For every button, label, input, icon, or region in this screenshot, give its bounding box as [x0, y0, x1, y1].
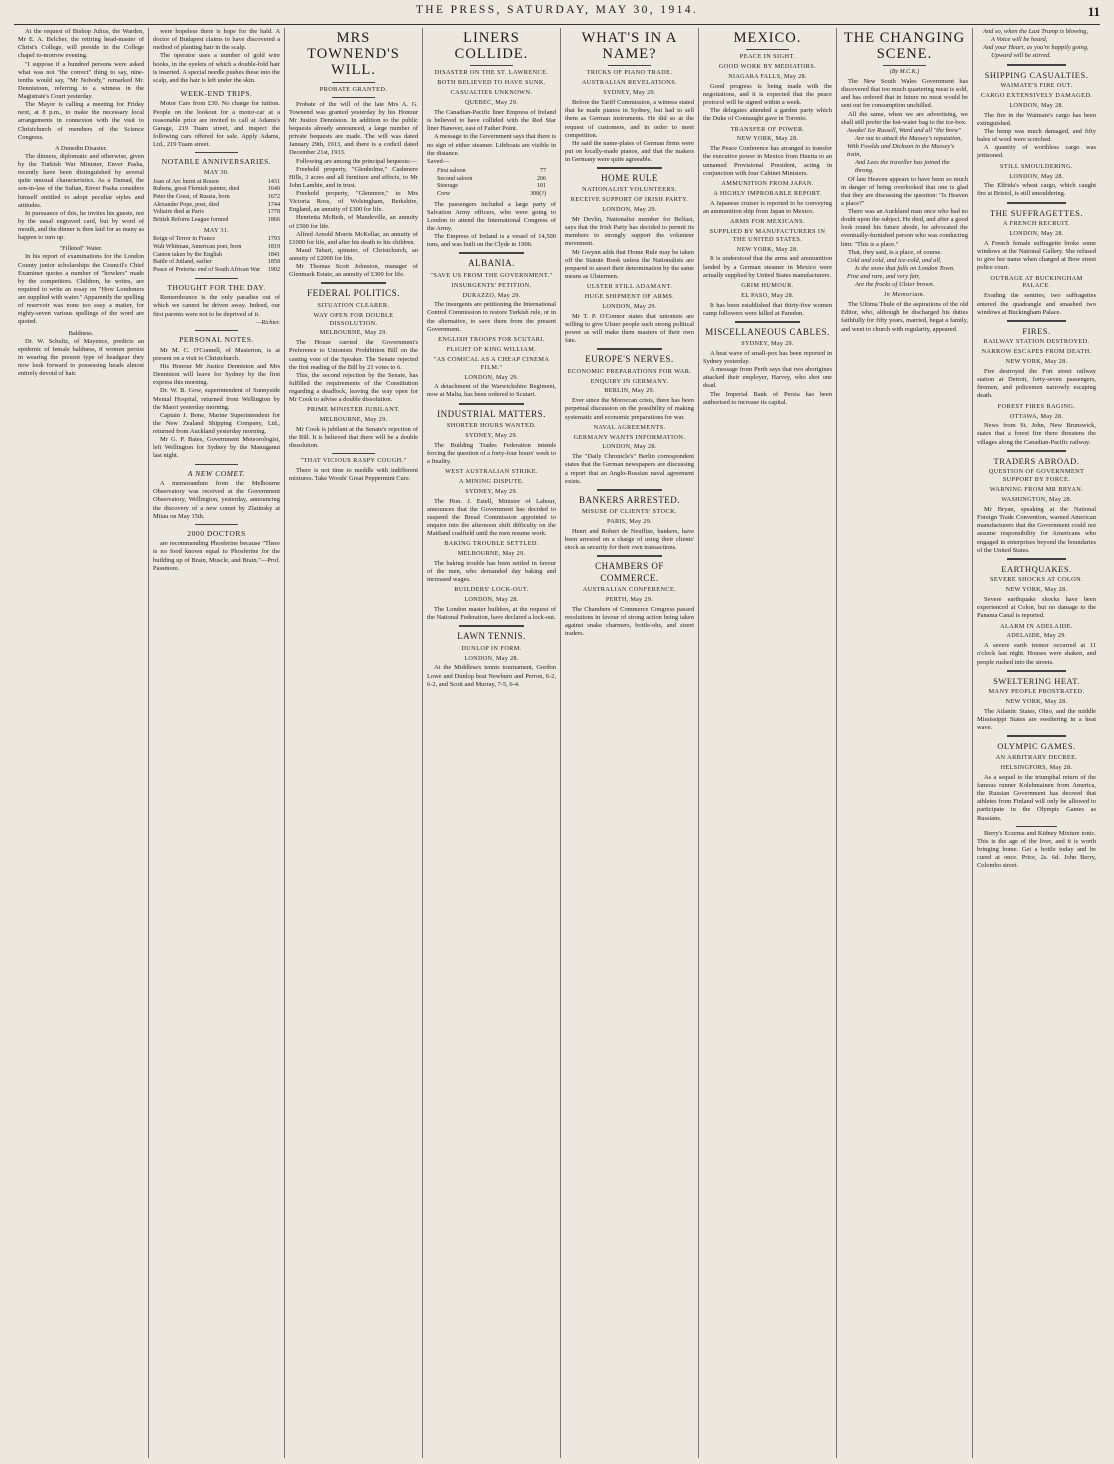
section-heading: LAWN TENNIS.: [457, 631, 526, 642]
date-line: MELBOURNE, May 29.: [457, 550, 526, 558]
section-heading: A NEW COMET.: [187, 468, 246, 478]
paragraph: The Mayor is calling a meeting for Friday next, at 8 p.m., to make the necessary local arrangements in connexion with the visit to Christchurch of members of the Science Congress.: [18, 101, 144, 141]
divider: [735, 321, 800, 323]
divider: [1016, 826, 1056, 827]
paragraph: As a sequel to the triumphal return of the famous runner Kolehmainen from America, the Russian Government has decreed that athletes from Finland will only be allowed to participate in the Olympic Games as Russians.: [977, 773, 1096, 822]
paragraph: A message to the Government says that there is no sign of either steamer. Lifeboats are visible in the distance.: [427, 133, 556, 157]
paragraph: Henri and Robert de Neuflize, bankers, have been arrested on a charge of using their clients' stock as security for their own transactions.: [565, 527, 694, 552]
poem-line: Fine and rare, and very fair,: [847, 273, 920, 281]
section-heading: BANKERS ARRESTED.: [578, 494, 680, 505]
sub-heading: In Memoriam.: [884, 291, 925, 299]
paragraph: The Ultima Thule of the aspirations of the old Editor, who, although he discharged his duties faithfully for fifty years, married, begat a family, and went to church with regularity, appeared.: [841, 301, 968, 333]
paragraph: The Chambers of Commerce Congress passed resolutions in favour of strong action being taken against snake charmers, bottle-ohs, and street traders.: [565, 605, 694, 637]
divider: [459, 403, 524, 405]
paragraph: His Honour Mr Justice Denniston and Mrs Denniston will leave for Sydney by the first express this morning.: [153, 363, 280, 387]
paragraph: The passengers included a large party of Salvation Army officers, who were going to London to attend the International Congress of the Army.: [427, 200, 556, 232]
anniversary-list: [153, 179, 280, 225]
divider: [459, 252, 524, 254]
poem-line: A Voice will be heard,: [991, 36, 1048, 44]
poem-line: Are out to attack the Massey's reputation,: [855, 134, 962, 142]
column-2: [148, 28, 284, 1458]
paragraph: The Peace Conference has arranged to transfer the executive power in Mexico from Huerta to an unnamed Provisional President, acting in conjunction with four Cabinet Ministers.: [703, 145, 832, 177]
date-line: SYDNEY, May 29.: [465, 431, 518, 439]
sub-heading: STILL SMOULDERING.: [999, 162, 1074, 170]
date-line: LONDON, May 29.: [464, 373, 519, 381]
paragraph: Probate of the will of the late Mrs A. G. Townend was granted yesterday by his Honour Mr Justice Denniston. In addition to the public bequests already announced, a large number of private bequests are made. The will was dated January 29th, 1913, and there is a codicil dated December 21st, 1913.: [289, 100, 418, 157]
paragraph: Following are among the principal bequests:—: [296, 157, 418, 165]
sub-heading: "AS COMICAL AS A CHEAP CINEMA FILM.": [433, 355, 550, 371]
paragraph: News from St. John, New Brunswick, states that a forest fire there threatens the villages along the Canadian-Pacific railway.: [977, 422, 1096, 446]
paragraph: At the Middlesex tennis tournament, Gordon Lowe and Dunlop beat Newburn and Perron, 6-2, 6-2, and Scott and Murray, 7-5, 6-4.: [427, 664, 556, 688]
sub-heading: ULSTER STILL ADAMANT.: [586, 283, 673, 291]
sub-heading: WAY OPEN FOR DOUBLE DISSOLUTION.: [313, 311, 394, 327]
quote-author: —Richter.: [256, 319, 280, 326]
sub-heading: A FRENCH RECRUIT.: [1002, 220, 1071, 228]
divider: [608, 65, 652, 66]
paragraph: A severe earth tremor occurred at 11 o'clock last night. Houses were shaken, and people rushed into the streets.: [977, 642, 1096, 666]
poem: [977, 28, 1096, 61]
divider: [1007, 558, 1067, 560]
paragraph: All the same, when we are advertising, we shall still prefer the hot-water bag to the ice-box.: [841, 110, 968, 126]
headline: MRS TOWNEND'S WILL.: [307, 30, 400, 79]
poem-line: Is the snow that falls on London Town.: [855, 264, 955, 272]
paragraph: The New South Wales Government has discovered that too much quartering meat is sold, and has ordered that in future no meat would be sent out for consumption unchilled.: [841, 78, 968, 110]
saved-list: [427, 168, 556, 199]
list-item: Joan of Arc burnt at Rouen 1431: [153, 178, 280, 185]
paragraph: Dr. W. B. Gow, superintendent of Sunnyside Mental Hospital, returned from Wellington by the Maori yesterday morning.: [153, 387, 280, 411]
divider: [1007, 670, 1067, 672]
paragraph: A message from Perth says that two aborigines attacked their employer, Harvey, who shot one dead.: [703, 366, 832, 390]
sub-heading: RECEIVE SUPPORT OF IRISH PARTY.: [570, 196, 689, 204]
section-heading: HOME RULE: [601, 173, 658, 184]
headline: MEXICO.: [733, 30, 802, 46]
divider: [1007, 735, 1067, 737]
divider: [597, 167, 662, 169]
paragraph: Ever since the Moroccan crisis, there has been perpetual discussion on the possibility of making systematic and economic preparations for war.: [565, 397, 694, 421]
date-line: LONDON, May 28.: [464, 654, 519, 662]
sub-heading: BAKING TROUBLE SETTLED.: [444, 540, 539, 548]
poem-line: Are the frocks of Ulster brown.: [855, 281, 935, 289]
list-item: Canton taken by the English 1841: [153, 251, 280, 258]
column-7: [836, 28, 972, 1458]
sub-heading: GERMANY WANTS INFORMATION.: [573, 433, 686, 441]
paragraph: Mr Gwynn adds that Home Rule may be taken off the Statute Book unless the Nationalists are prepared to assert their determination by the same means as Ulstermen.: [565, 248, 694, 280]
column-3: [284, 28, 422, 1458]
list-item: Peter the Great, of Russia, born 1672: [153, 193, 280, 200]
sub-heading: TRICKS OF PIANO TRADE.: [586, 69, 673, 77]
divider: [883, 65, 926, 66]
paragraph: Freehold property, "Glenmore," to Mrs Victoria Ross, of Wolsingham, Berkshire, England, an annuity of £300 for life.: [289, 190, 418, 214]
poem-line: And Lees the traveller has joined the throng.: [855, 159, 950, 175]
masthead-title: THE PRESS, SATURDAY, MAY 30, 1914.: [415, 4, 699, 16]
sub-heading: OUTRAGE AT BUCKINGHAM PALACE.: [990, 274, 1083, 290]
divider: [1007, 320, 1067, 322]
sub-heading: AN ARBITRARY DECREE.: [995, 754, 1078, 762]
sub-heading: A MINING DISPUTE.: [458, 477, 525, 485]
list-item: Walt Whitman, American poet, born 1819: [153, 244, 280, 251]
sub-heading: A HIGHLY IMPROBABLE REPORT.: [713, 189, 822, 197]
section-heading: SHIPPING CASUALTIES.: [984, 69, 1089, 80]
sub-heading: MANY PEOPLE PROSTRATED.: [988, 688, 1085, 696]
paragraph: The Empress of Ireland is a vessel of 14,500 tons, and was built on the Clyde in 1906.: [427, 233, 556, 249]
sub-heading: WARNING FROM MR BRYAN.: [989, 486, 1084, 494]
paragraph: There was an Auckland man once who had no doubt upon the subject. He died, and after a good look round his future abode, he advocated the eventually-furnished person who was conducting him: "This is a place.": [841, 208, 968, 248]
section-heading: NOTABLE ANNIVERSARIES.: [161, 157, 272, 167]
paragraph: The insurgents are petitioning the International Control Commission to restore Turkish rule, or in the alternative, to save them from the present Government.: [427, 301, 556, 333]
headline: LINERS COLLIDE.: [454, 30, 529, 63]
paragraph: Mr M. C. O'Connell, of Masterton, is at present on a visit to Christchurch.: [153, 346, 280, 362]
paragraph: Severe earthquake shocks have been experienced at Colon, but no damage to the Panama Canal is reported.: [977, 596, 1096, 620]
paragraph: Mr Cook is jubilant at the Senate's rejection of the Bill. It is believed that there will be a double dissolution.: [289, 426, 418, 450]
paragraph: A detachment of the Warwickshire Regiment, now at Malta, has been ordered to Scutari.: [427, 383, 556, 399]
paragraph: It is understood that the arms and ammunition landed by a German steamer in Mexico were actually supplied by United States manufacturers.: [703, 255, 832, 279]
advert-text: There is not time to meddle with indifferent mixtures. Take Woods' Great Peppermint Cure.: [289, 467, 418, 483]
poem: [841, 127, 968, 176]
date-line: NEW YORK, May 28.: [1005, 698, 1068, 706]
paragraph: The operator uses a number of gold wire hooks, in the eyelets of which a double-fold hair is inserted. A special needle pushes these into the scalp, and the hair is left under the skin.: [153, 52, 280, 84]
poem-line: And so, when the Last Trump is blowing,: [983, 28, 1088, 35]
date-line: DURAZZO, May 29.: [462, 291, 521, 299]
sub-heading: GRIM HUMOUR.: [741, 281, 794, 289]
date-line: NEW YORK, May 28.: [736, 135, 799, 143]
section-heading: CHAMBERS OF COMMERCE.: [595, 561, 664, 583]
headline: WHAT'S IN A NAME?: [581, 30, 678, 63]
sub-heading: AUSTRALIAN REVELATIONS.: [581, 79, 678, 87]
anniversary-list: [153, 236, 280, 274]
divider: [597, 348, 662, 350]
sub-heading: AMMUNITION FROM JAPAN.: [721, 179, 814, 187]
paragraph: The Atlantic States, Ohio, and the middle Mississippi States are sweltering in a heat wave.: [977, 708, 1096, 732]
sub-heading: RAILWAY STATION DESTROYED.: [983, 338, 1090, 346]
section-heading: TRADERS ABROAD.: [993, 455, 1080, 466]
sub-heading: ECONOMIC PREPARATIONS FOR WAR.: [567, 367, 692, 375]
headline: THE CHANGING SCENE.: [843, 30, 966, 63]
paragraph: The dinners, diplomatic and otherwise, given by the Turkish War Minister, Enver Pasha, recently have been distinguished by several quite unusual characteristics. As a Damad, the son-in-law of the Sultan, Enver Pasha considers himself entitled to adopt peculiar styles and attitudes.: [18, 152, 144, 209]
poem-line: Upward will be stirred.: [991, 52, 1051, 60]
paragraph: Remembrance is the only paradise out of which we cannot be driven away. Indeed, our first parents were not to be deprived of it.: [153, 294, 280, 318]
date-line: LONDON, May 29.: [602, 206, 657, 214]
date-line: NEW YORK, May 28.: [1005, 358, 1068, 366]
paragraph: Motor Cars from £30. No charge for tuition. People on the lookout for a motor-car at a reasonable price are invited to call at Adams's Garage, 219 Tuam street, and inspect the following cars offered for sale. Apply Adams, Ltd., 219 Tuam street.: [153, 100, 280, 149]
section-heading: EARTHQUAKES.: [1001, 563, 1072, 574]
sub-heading: WEST AUSTRALIAN STRIKE.: [445, 468, 538, 476]
sub-heading: "SAVE US FROM THE GOVERNMENT.": [430, 271, 553, 279]
divider: [459, 625, 524, 627]
list-item: Alexander Pope, poet, died 1744: [153, 201, 280, 208]
section-heading: THOUGHT FOR THE DAY.: [167, 282, 266, 292]
paragraph: A memorandum from the Melbourne Observatory was received at the Government Observatory, Wellington, yesterday, announcing the discovery of a new comet by Zlatinsky at Mitau on May 15th.: [153, 480, 280, 520]
paragraph: Henrietta McBeth, of Mandeville, an annuity of £500 for life.: [289, 214, 418, 230]
sub-heading: CARGO EXTENSIVELY DAMAGED.: [980, 92, 1093, 100]
paragraph: were hopeless there is hope for the bald. A doctor of Budapest claims to have discovered a method of planting hair in the scalp.: [153, 28, 280, 52]
paragraph: Maud Tabart, spinster, of Christchurch, an annuity of £2000 for life.: [289, 246, 418, 262]
section-heading: FEDERAL POLITICS.: [307, 288, 400, 299]
paragraph: It has been established that thirty-five women camp followers were killed at Paredon.: [703, 301, 832, 317]
paragraph: Alfred Arnold Morris McKellar, an annuity of £1000 for life, and after his death to his children.: [289, 230, 418, 246]
section-heading: FIRES.: [1022, 325, 1051, 336]
paragraph: "I suppose if a hundred persons were asked what was not "the correct" thing to say, nine-tenths would say, "Mr Nobody," remarked Mr. Dennistoun, referring to a witness in the Magistrate's Court yesterday.: [18, 60, 144, 100]
date-line: LONDON, May 28.: [1009, 230, 1064, 238]
date-line: PERTH, May 29.: [605, 595, 654, 603]
date-line: QUEBEC, May 29.: [465, 99, 518, 107]
column-1: [14, 28, 148, 1458]
paragraph: Mr Devlin, Nationalist member for Belfast, says that the Irish Party has decided to permit its members to strongly support the volunteer movement.: [565, 216, 694, 248]
paragraph: The Building Trades Federation intends forcing the question of a forty-four hours' week to a finality.: [427, 441, 556, 465]
advert-heading: "THAT VICIOUS RASPY COUGH.": [300, 457, 407, 465]
list-item: Second saloon 206: [437, 175, 546, 182]
divider: [746, 49, 790, 50]
paragraph: Of late Heaven appears to have been so much in danger of being overlooked that one is glad that they are discussing the question: "Is Heaven a place?": [841, 175, 968, 207]
sub-heading: NAVAL AGREEMENTS.: [593, 423, 666, 431]
paragraph: At the request of Bishop Julius, the Warden, Mr E. A. Belcher, the retiring head-master of Christ's College, will preside in the College chapel to-morrow evening.: [18, 28, 144, 60]
divider: [321, 282, 386, 284]
paragraph: This, the second rejection by the Senate, has fulfilled the requirements of the Constitution regarding a deadlock, leaving the way open for Mr Cook to advise a double dissolution.: [289, 371, 418, 404]
list-item: British Reform League formed 1866: [153, 216, 280, 223]
date-line: OTTAWA, May 28.: [1009, 412, 1064, 420]
date-line: WASHINGTON, May 28.: [1001, 496, 1072, 504]
date-line: MAY 30.: [203, 168, 230, 176]
sub-heading: HUGE SHIPMENT OF ARMS.: [584, 293, 675, 301]
paragraph: A heat wave of small-pox has been reported in Sydney yesterday.: [703, 349, 832, 366]
list-heading: Saved—: [427, 157, 450, 165]
date-line: SYDNEY, May 29.: [465, 487, 518, 495]
divider: [1007, 64, 1067, 66]
divider: [332, 97, 376, 98]
paragraph: In pursuance of this, he invites his guests, not by the usual engraved card, but by word of mouth, and the dinner is then laid for as many as happen to turn up.: [18, 209, 144, 242]
date-line: SYDNEY, May 29.: [603, 89, 656, 97]
sub-heading: PEACE IN SIGHT.: [739, 53, 796, 61]
date-line: MELBOURNE, May 29.: [319, 416, 388, 424]
divider: [332, 453, 376, 454]
paragraph: He said the name-plates of German firms were put on locally-made pianos, and that the makers in Germany were quite agreeable.: [565, 139, 694, 163]
section-heading: EUROPE'S NERVES.: [585, 354, 674, 365]
paragraph: The "Daily Chronicle's" Berlin correspondent states that the German newspapers are discussing a report that an Anglo-Russian naval agreement exists.: [565, 453, 694, 485]
sub-heading: TRANSFER OF POWER.: [730, 125, 805, 133]
sub-heading: ALARM IN ADELAIDE.: [1000, 622, 1073, 630]
divider: [195, 464, 238, 465]
paragraph: A French female suffragette broke some windows at the National Gallery. She refused to give her name when charged at Bow street police court.: [977, 240, 1096, 272]
paragraph: The delegates attended a garden party which the Duke of Connaught gave in Toronto.: [703, 107, 832, 123]
paragraph: Mr T. P. O'Connor states that unionists are willing to give Ulster people such strong political power as will make them masters of their own fate.: [565, 312, 694, 345]
sub-heading: DISASTER ON THE ST. LAWRENCE.: [434, 69, 549, 77]
list-item: Crew 300(?): [437, 190, 546, 197]
section-heading: ALBANIA.: [468, 258, 515, 269]
date-line: LONDON, May 28.: [1009, 172, 1064, 180]
date-line: PARIS, May 29.: [607, 518, 652, 526]
poem-line: With Fowlds and Dickson in the Massey's train,: [847, 143, 955, 159]
paragraph: Freehold property, "Glenholme," Cashmere Hills, 3 acres and all furniture and effects, to Mr John Lambie, and in trust.: [289, 165, 418, 189]
list-item: Steerage 101: [437, 183, 546, 190]
byline: (By M.C.K.): [889, 69, 920, 76]
date-line: LONDON, May 28.: [602, 443, 657, 451]
sub-heading: FOREST FIRES RAGING.: [997, 402, 1076, 410]
paragraph: Good progress is being made with the negotiations, and it is expected that the peace protocol will be signed within a week.: [703, 82, 832, 107]
poem: [841, 257, 968, 290]
date-line: LONDON, May 28.: [464, 596, 519, 604]
column-4: [422, 28, 560, 1458]
sub-heading: AUSTRALIAN CONFERENCE.: [582, 585, 677, 593]
paragraph: That, they said, is a place, of course.: [848, 248, 942, 256]
divider: [1007, 450, 1067, 452]
section-heading: A Dunedin Disaster.: [54, 144, 108, 152]
section-heading: "Filleted" Water.: [59, 245, 103, 253]
sub-heading: ENGLISH TROOPS FOR SCUTARI.: [438, 335, 545, 343]
date-line: LONDON, May 28.: [1009, 102, 1064, 110]
paragraph: A quantity of worthless cargo was jettisoned.: [977, 144, 1096, 160]
sub-heading: DUNLOP IN FORM.: [461, 644, 522, 652]
divider: [195, 278, 238, 279]
poem-line: Cold and cold, and ice-cold, and all,: [847, 256, 942, 264]
sub-heading: ENQUIRY IN GERMANY.: [590, 377, 669, 385]
divider: [1007, 202, 1067, 204]
list-item: Reign of Terror in France 1793: [153, 236, 280, 243]
divider: [195, 524, 238, 525]
page-number: 11: [1087, 4, 1100, 19]
section-heading: MISCELLANEOUS CABLES.: [705, 326, 830, 337]
sub-heading: GOOD WORK BY MEDIATORS.: [718, 63, 817, 71]
paragraph: Evading the sentries, two suffragettes entered the quadrangle and smashed two windows at Buckingham Palace.: [977, 292, 1096, 316]
sub-heading: SITUATION CLEARER.: [317, 301, 390, 309]
date-line: MAY 31.: [203, 226, 230, 234]
paragraph: The Imperial Bank of Persia has been authorised to increase its capital.: [703, 390, 832, 406]
advert-text: Berry's Eczema and Kidney Mixture tonic. This is the age of the liver, and it is worth bringing home. Get a bottle today and be cured at once. Price, 2s. 6d. John Berry, Colombo street.: [977, 829, 1096, 870]
poem-line: And your Heart, as you're happily going,: [983, 44, 1089, 52]
sub-heading: MISUSE OF CLIENTS' STOCK.: [582, 508, 677, 516]
list-item: Voltaire died at Paris 1778: [153, 209, 280, 216]
section-heading: PERSONAL NOTES.: [179, 335, 254, 345]
paragraph: Captain J. Bone, Marine Superintendent for the New Zealand Shipping Company, Ltd., returned from Auckland yesterday morning.: [153, 411, 280, 436]
date-line: HELSINGFORS, May 28.: [1000, 764, 1073, 772]
sub-heading: WAIMATE'S FIRE OUT.: [1000, 82, 1073, 90]
divider: [195, 330, 238, 331]
column-8: [972, 28, 1100, 1458]
paragraph: Before the Tariff Commission, a witness stated that he made pianos in Sydney, but had to sell them as German instruments. He did so at the request of customers, and in order to meet competition.: [565, 99, 694, 139]
list-item: Peace of Pretoria: end of South African War 1902: [153, 267, 280, 274]
sub-heading: SHORTER HOURS WANTED.: [446, 421, 537, 429]
date-line: MELBOURNE, May 29.: [319, 329, 388, 337]
divider: [470, 65, 514, 66]
column-5: [560, 28, 698, 1458]
poem-line: Awake! Ice Russell, Ward and all "the brew": [847, 126, 962, 134]
divider: [332, 82, 376, 83]
sub-heading: SUPPLIED BY MANUFACTURERS IN THE UNITED STATES.: [709, 227, 826, 243]
advert-heading: 2000 DOCTORS: [187, 528, 246, 538]
sub-heading: PROBATE GRANTED.: [319, 85, 388, 93]
date-line: SYDNEY, May 29.: [741, 340, 794, 348]
paragraph: The Canadian-Pacific liner Empress of Ireland is believed to have collided with the Red Star liner Hanover, east of Father Point.: [427, 109, 556, 133]
sub-heading: QUESTION OF GOVERNMENT SUPPORT BY FORCE.: [988, 468, 1085, 484]
paragraph: The London master builders, at the request of the National Federation, have declared a lock-out.: [427, 606, 556, 622]
section-heading: SWELTERING HEAT.: [993, 675, 1080, 686]
date-line: NEW YORK, May 28.: [1005, 586, 1068, 594]
sub-heading: BUILDERS' LOCK-OUT.: [454, 586, 529, 594]
date-line: LONDON, May 29.: [602, 302, 657, 310]
section-heading: INDUSTRIAL MATTERS.: [437, 408, 546, 419]
sub-heading: ARMS FOR MEXICANS.: [730, 217, 805, 225]
sub-heading: PRIME MINISTER JUBILANT.: [307, 406, 400, 414]
sub-heading: BOTH BELIEVED TO HAVE SUNK.: [437, 79, 546, 87]
paragraph: Mr G. P. Bates, Government Meteorologist, left Wellington for Sydney by the Manuganui last night.: [153, 436, 280, 460]
section-heading: OLYMPIC GAMES.: [997, 741, 1076, 752]
sub-heading: NARROW ESCAPES FROM DEATH.: [981, 348, 1092, 356]
paragraph: Fire destroyed the Fort street railway station at Detroit, forty-seven passengers, firemen, and policemen narrowly escaping death.: [977, 368, 1096, 400]
list-item: Battle of Jutland, earlier 1858: [153, 259, 280, 266]
sub-heading: CASUALTIES UNKNOWN.: [450, 89, 533, 97]
sub-heading: NATIONALIST VOLUNTEERS.: [582, 186, 677, 194]
masthead: [14, 4, 1100, 25]
paragraph: The fire in the Waimate's cargo has been extinguished.: [977, 111, 1096, 127]
section-heading: WEEK-END TRIPS.: [180, 88, 253, 98]
column-6: [698, 28, 836, 1458]
date-line: NIAGARA FALLS, May 28.: [728, 73, 807, 81]
divider: [597, 489, 662, 491]
divider: [195, 152, 238, 153]
sub-heading: FLIGHT OF KING WILLIAM.: [446, 345, 537, 353]
date-line: ADELAIDE, May 29.: [1006, 632, 1067, 640]
sub-heading: INSURGENTS' PETITION.: [451, 281, 532, 289]
date-line: NEW YORK, May 28.: [736, 245, 799, 253]
paragraph: Dr. W. Schultz, of Mayence, predicts an epidemic of female baldness, if women persist in wearing the present type of headgear they now look forward to possessing heads almost entirely devoid of hair.: [18, 337, 144, 378]
section-heading: THE SUFFRAGETTES.: [989, 207, 1084, 218]
paragraph: The hemp was much damaged, and fifty bales of wool were scorched.: [977, 128, 1096, 144]
paragraph: A Japanese cruiser is reported to be conveying an ammunition ship from Japan to Mexico.: [703, 199, 832, 215]
date-line: BERLIN, May 29.: [604, 387, 655, 395]
paragraph: Mr Thomas Scott Johnston, manager of Glenmark Estate, an annuity of £300 for life.: [289, 263, 418, 279]
sub-heading: SEVERE SHOCKS AT COLON.: [989, 576, 1084, 584]
list-item: First saloon 77: [437, 167, 546, 174]
paragraph: In his report of examinations for the London County junior scholarships the Council's Chief Examiner quotes a number of "howlers" made by the competitors. Children, he writes, are required to write an essay on "How Londoners are supplied with water." Apparently the spelling of reservoir was none too easy a matter, for eighty-seven various spellings of the word are quoted.: [18, 253, 144, 326]
divider: [597, 555, 662, 557]
advert-text: are recommending Phosferine because "There is no food known equal to Phosferine for the building up of Brain, Muscle, and Brain."—Prof. Passmore.: [153, 540, 280, 572]
paragraph: The Hon. J. Estell, Minister of Labour, announces that the Government has decided to suspend the Bread Commission appointed to enquire into the afternoon shift difficulty on the Maitland coalfield until the men resume work.: [427, 497, 556, 538]
paragraph: The House carried the Government's Preference to Unionists Prohibition Bill on the casting vote of the Speaker. The Senate rejected the first reading of the Bill by 21 votes to 6.: [289, 339, 418, 371]
paragraph: The baking trouble has been settled in favour of the men, who demanded day baking and increased wages.: [427, 560, 556, 584]
paragraph: Mr Bryan, speaking at the National Foreign Trade Convention, warned American manufacturers that the Government could not assume responsibility for Americans who engaged in enterprises beyond the boundaries of the United States.: [977, 506, 1096, 554]
list-item: Rubens, great Flemish painter, died 1640: [153, 186, 280, 193]
date-line: EL PASO, May 28.: [741, 291, 794, 299]
section-heading: Baldness.: [68, 329, 94, 337]
paragraph: The Elfrida's wheat cargo, which caught fire at Bristol, is still smouldering.: [977, 182, 1096, 198]
